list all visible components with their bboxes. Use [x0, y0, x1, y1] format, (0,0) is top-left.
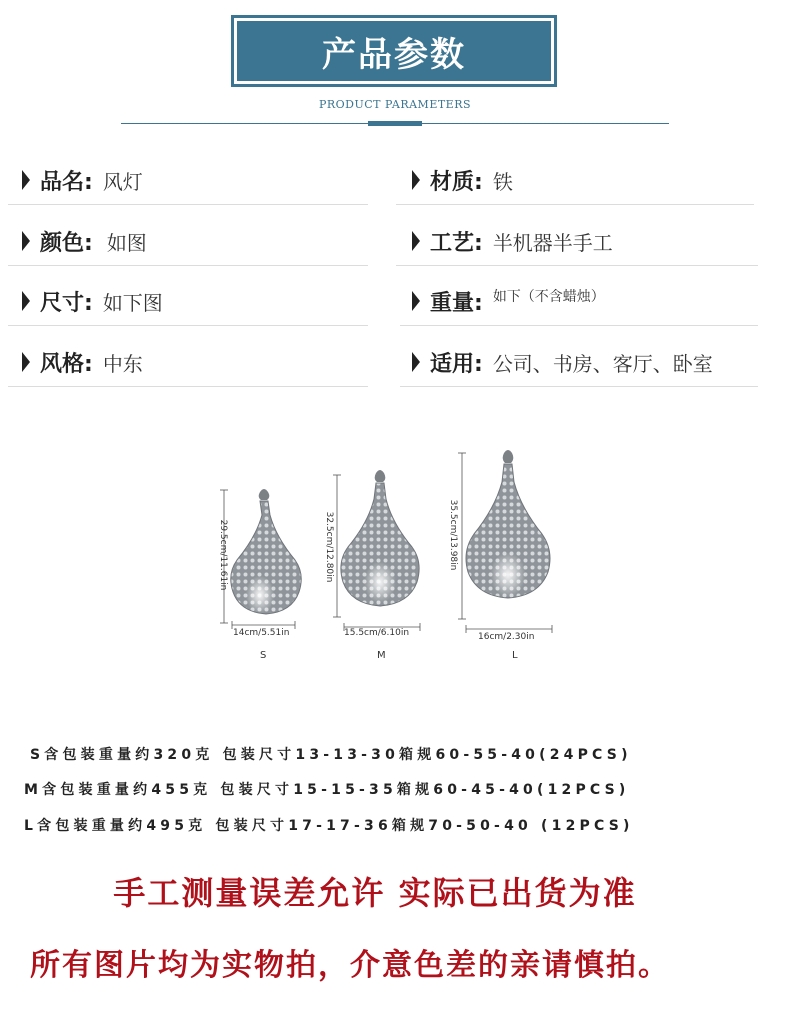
divider [8, 386, 368, 387]
divider [8, 265, 368, 266]
tolerance-note: 手工测量误差允许 实际已出货为准 [113, 874, 637, 912]
lamp-s-size: S [260, 650, 267, 661]
lamp-s-width: 14cm/5.51in [233, 628, 290, 638]
param-usage-value: 公司、书房、客厅、卧室 [492, 351, 713, 376]
lamp-l-height: 35.5cm/13.98in [448, 499, 458, 571]
param-size-value: 如下图 [102, 290, 163, 315]
lamp-m-size: M [377, 650, 386, 661]
lamp-m-width: 15.5cm/6.10in [344, 628, 410, 638]
param-name-label: 品名: [40, 169, 93, 195]
bullet-triangle-icon [412, 352, 420, 372]
spec-s: S含包装重量约320克 包装尺寸13-13-30箱规60-55-40(24PCS) [30, 747, 632, 763]
lamp-l-width: 16cm/2.30in [478, 632, 535, 642]
param-usage [412, 347, 713, 377]
bullet-triangle-icon [22, 291, 30, 311]
param-weight [412, 286, 605, 316]
page-subtitle: PRODUCT PARAMETERS [318, 98, 472, 111]
param-style [22, 347, 143, 377]
title-box [231, 15, 557, 87]
param-color-label: 颜色: [40, 230, 93, 256]
divider [8, 204, 368, 205]
param-weight-label: 重量: [430, 290, 483, 316]
param-color [22, 226, 147, 256]
param-name-value: 风灯 [102, 169, 143, 194]
divider [400, 386, 758, 387]
param-name [22, 165, 143, 195]
lamp-l-size: L [512, 650, 518, 661]
param-craft-label: 工艺: [430, 230, 483, 256]
lamp-s-height: 29.5cm/11.61in [218, 519, 228, 591]
param-style-label: 风格: [40, 351, 93, 377]
param-usage-label: 适用: [430, 351, 483, 377]
param-craft [412, 226, 613, 256]
divider [396, 265, 758, 266]
lamp-small [220, 489, 301, 629]
lamp-large [458, 450, 552, 633]
page-title: 产品参数 [237, 21, 551, 81]
param-material [412, 165, 513, 195]
subtitle-accent-bar [368, 121, 422, 126]
param-material-label: 材质: [430, 169, 483, 195]
bullet-triangle-icon [412, 291, 420, 311]
spec-l: L含包装重量约495克 包装尺寸17-17-36箱规70-50-40 (12PCS) [24, 818, 634, 834]
bullet-triangle-icon [22, 231, 30, 251]
divider [396, 204, 754, 205]
param-material-value: 铁 [492, 169, 513, 194]
bullet-triangle-icon [22, 352, 30, 372]
divider [400, 325, 758, 326]
param-style-value: 中东 [102, 351, 143, 376]
param-weight-value: 如下（不含蜡烛） [492, 289, 605, 305]
bullet-triangle-icon [22, 170, 30, 190]
param-color-value: 如图 [106, 230, 147, 255]
spec-m: M含包装重量约455克 包装尺寸15-15-35箱规60-45-40(12PCS) [24, 782, 630, 798]
lamp-size-diagram [200, 445, 580, 675]
param-size-label: 尺寸: [40, 290, 93, 316]
param-size [22, 286, 163, 316]
lamp-medium [333, 470, 420, 631]
divider [8, 325, 368, 326]
param-craft-value: 半机器半手工 [492, 230, 613, 255]
bullet-triangle-icon [412, 231, 420, 251]
lamp-m-height: 32.5cm/12.80in [324, 511, 334, 583]
bullet-triangle-icon [412, 170, 420, 190]
photo-note: 所有图片均为实物拍，介意色差的亲请慎拍。 [30, 948, 670, 983]
